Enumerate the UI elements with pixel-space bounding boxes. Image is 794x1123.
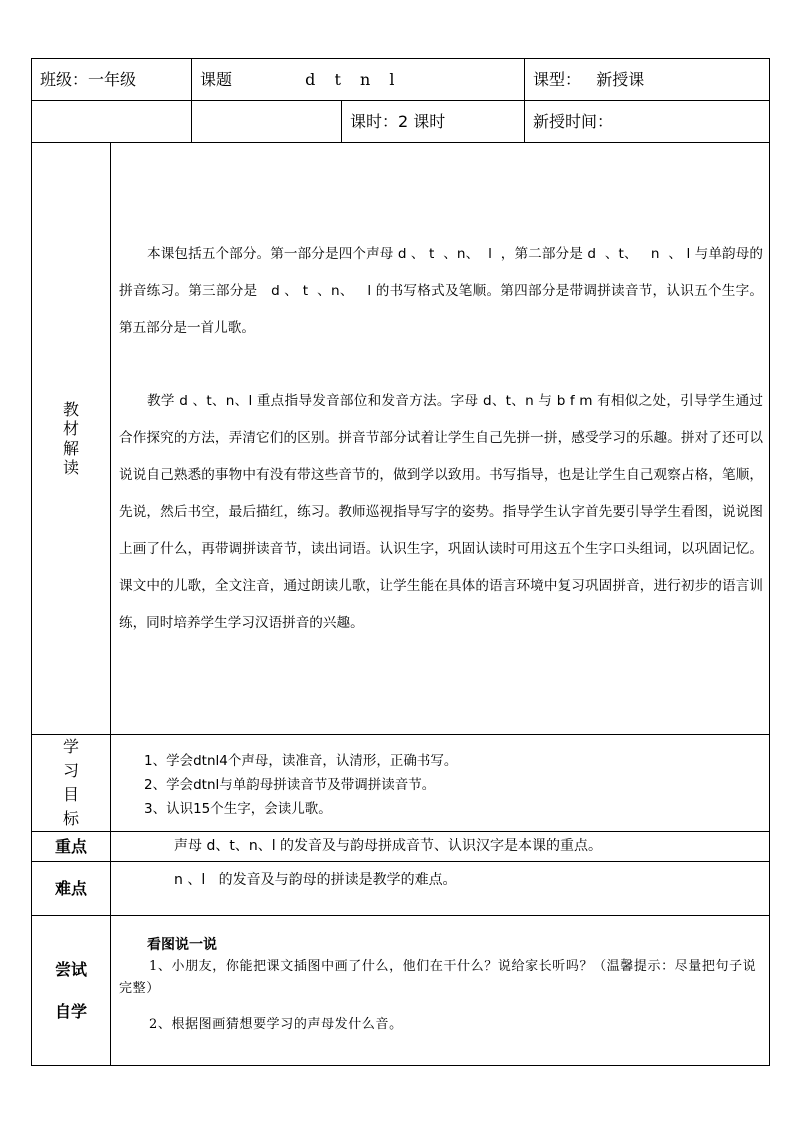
difficulty-row: [32, 862, 770, 916]
interpretation-content: [111, 143, 770, 735]
type-label: 课型： 新授课: [533, 69, 645, 89]
difficulty-label: 难点: [32, 862, 111, 916]
goal-item-3: 3、认识15个生字，会读儿歌。: [144, 801, 332, 817]
goal-item-2: 2、学会dtnl与单韵母拼读音节及带调拼读音节。: [144, 777, 436, 793]
lesson-plan-table: [31, 58, 770, 1066]
goals-list: [111, 735, 769, 821]
type-cell: [525, 59, 770, 101]
empty-cell-2: [192, 101, 342, 143]
topic-letter-t: t: [334, 69, 341, 89]
topic-cell: [192, 59, 525, 101]
goals-label-char-1: 学: [62, 737, 79, 756]
key-point-label: 重点: [32, 832, 111, 862]
header-row-1: [32, 59, 770, 101]
difficulty-content: [111, 862, 770, 916]
self-study-label-bottom: 自学: [54, 1001, 87, 1021]
interpretation-paragraph-2: 教学 d 、t、n、l 重点指导发音部位和发音方法。字母 d、t、n 与 b f m 有相似之处，引导学生通过合作探究的方法，弄清它们的区别。拼音节部分试着让学生自己先拼一拼，感受学习的乐趣。拼对了还可以说说自己熟悉的事物中有没有带这些音节的，做到学以致用。书写指导，也是让学生自己观察占格，笔顺，先说，然后书空，最后描红，练习。教师巡视指导写字的姿势。指导学生认字首先要引导学生看图，说说图上画了什么，再带调拼读音节，读出词语。认识生字，巩固认读时可用这五个生字口头组词，以巩固记忆。课文中的儿歌，全文注音，通过朗读儿歌，让学生能在具体的语言环境中复习巩固拼音，进行初步的语言训练，同时培养学生学习汉语拼音的兴趣。: [119, 392, 764, 631]
goals-row: [32, 735, 770, 832]
topic-letters: [305, 70, 408, 89]
topic-letter-d: d: [305, 69, 316, 89]
self-study-side-label: [32, 916, 111, 1066]
paragraph-spacer: [111, 347, 769, 383]
time-cell: [525, 101, 770, 143]
interpretation-side-label: [32, 143, 111, 735]
key-point-text: 声母 d、t、n、l 的发音及与韵母拼成音节、认识汉字是本课的重点。: [174, 838, 603, 855]
difficulty-text: n 、l 的发音及与韵母的拼读是教学的难点。: [174, 872, 457, 889]
hours-label: 课时：2 课时: [350, 111, 446, 131]
interpretation-paragraph-1: 本课包括五个部分。第一部分是四个声母 d 、 t 、n、 l ，第二部分是 d 、t、 n 、 l 与单韵母的拼音练习。第三部分是 d 、 t 、n、 l 的书写格式及笔顺。第四部分是带调拼读音节，认识五个生字。第五部分是一首儿歌。: [119, 245, 764, 336]
topic-letter-n: n: [360, 69, 371, 89]
interpretation-label-char-2: 材: [62, 419, 79, 439]
key-point-content: [111, 832, 770, 862]
self-study-title: 看图说一说: [147, 937, 217, 953]
goals-label-char-2: 习: [62, 761, 79, 780]
goals-side-label: [32, 735, 111, 832]
self-study-question-1: 1、小朋友，你能把课文插图中画了什么，他们在干什么？说给家长听吗？（温馨提示：尽量把句子说完整）: [119, 959, 757, 996]
interpretation-row: [32, 143, 770, 735]
interpretation-label-char-1: 教: [62, 400, 79, 420]
self-study-block: [111, 916, 769, 1046]
header-row-2: [32, 101, 770, 143]
topic-label: 课题: [200, 69, 233, 89]
hours-cell: [342, 101, 525, 143]
goals-label-char-4: 标: [62, 809, 79, 828]
interpretation-label-char-4: 读: [62, 457, 79, 477]
goals-label-char-3: 目: [62, 785, 79, 804]
topic-label-wrap: [192, 70, 524, 89]
self-study-content: [111, 916, 770, 1066]
topic-letter-l: l: [389, 69, 395, 89]
key-point-row: [32, 832, 770, 862]
time-label: 新授时间：: [533, 111, 614, 131]
goals-content: [111, 735, 770, 832]
goal-item-1: 1、学会dtnl4个声母，读准音，认清形，正确书写。: [144, 753, 458, 769]
self-study-label-top: 尝试: [54, 959, 87, 979]
class-label: 班级：一年级: [40, 69, 137, 89]
interpretation-label-char-3: 解: [62, 438, 79, 458]
self-study-question-2: 2、根据图画猜想要学习的声母发什么音。: [149, 1017, 403, 1032]
empty-cell-1: [32, 101, 192, 143]
self-study-row: [32, 916, 770, 1066]
class-cell: [32, 59, 192, 101]
